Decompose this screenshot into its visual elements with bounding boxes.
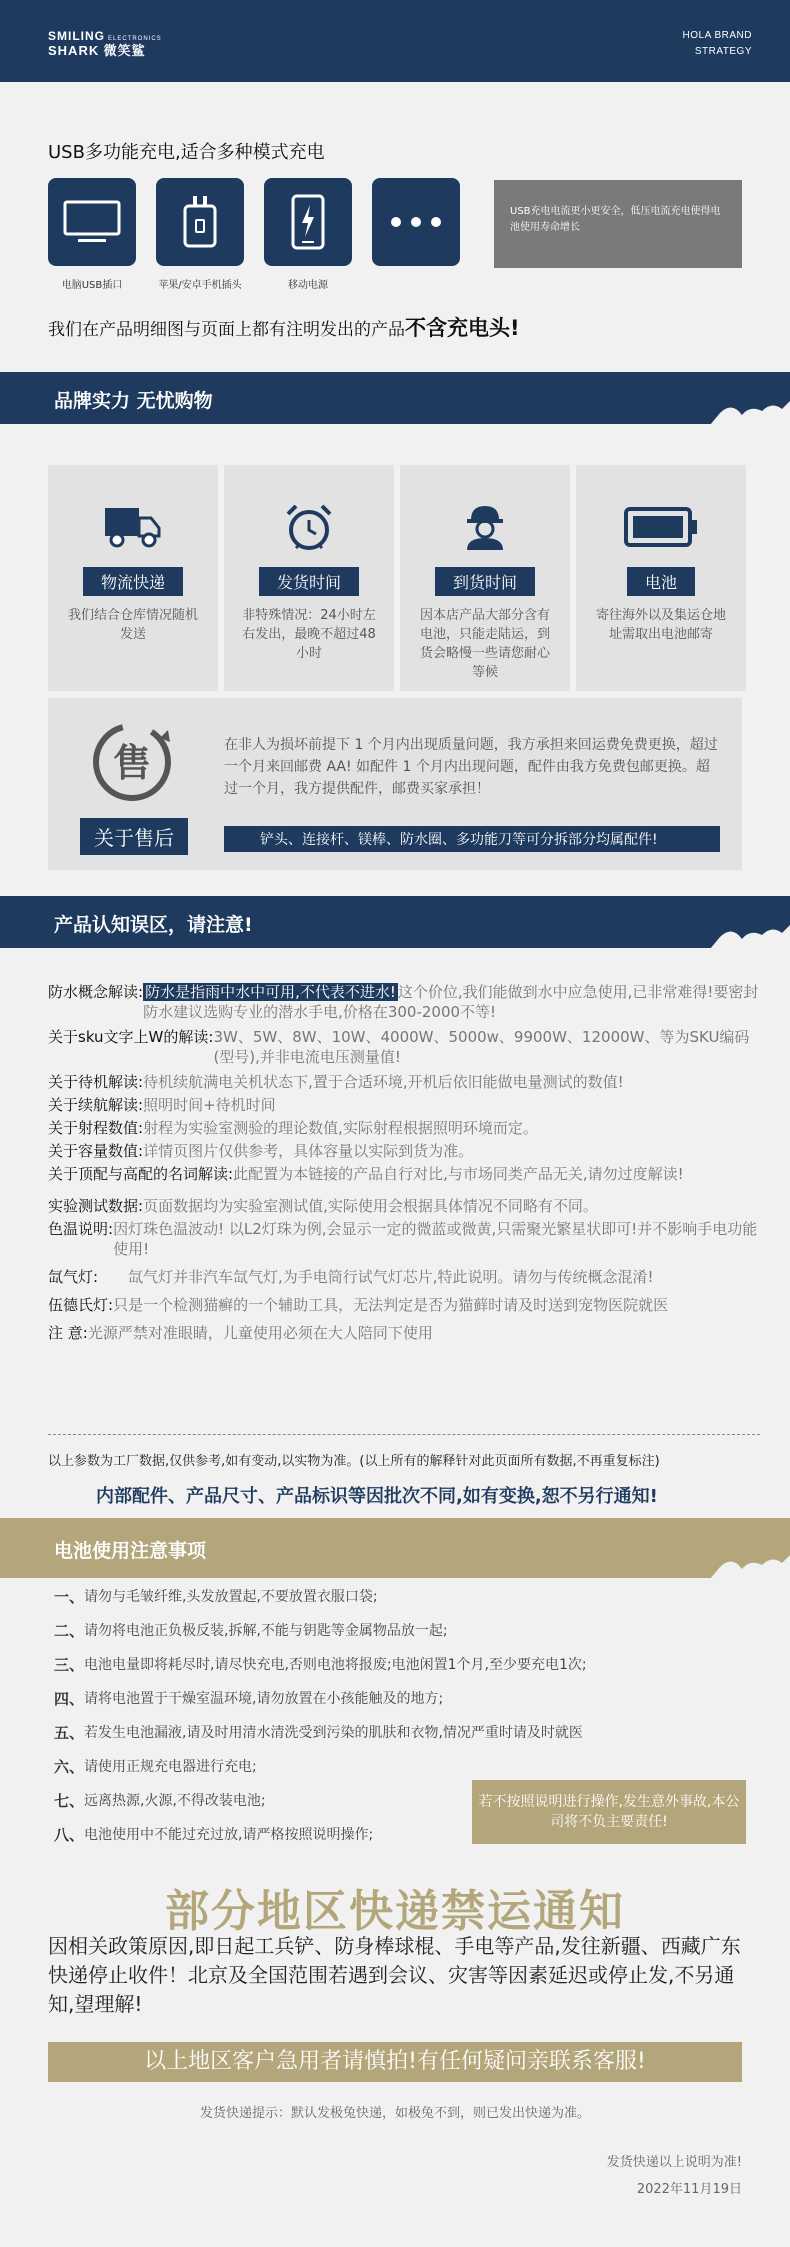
after-sale-tag: 关于售后 (80, 818, 188, 855)
battery-item (54, 1648, 587, 1682)
misconception-row (48, 1219, 760, 1259)
misconception-row (48, 1072, 760, 1092)
item-text: 请勿与毛皱纤维,头发放置起,不要放置衣服口袋; (84, 1589, 378, 1605)
shipping-tip: 发货快递提示：默认发极兔快递，如极兔不到，则已发出快递为准。 (199, 2106, 590, 2121)
item-text: 电池使用中不能过充过放,请严格按照说明操作; (84, 1827, 374, 1843)
usb-title: USB多功能充电,适合多种模式充电 (48, 142, 325, 163)
row-value: 只是一个检测猫癣的一个辅助工具，无法判定是否为猫藓时请及时送到宠物医院就医 (113, 1296, 669, 1314)
service-card (48, 465, 218, 691)
monitor-icon (48, 178, 136, 266)
service-card (576, 465, 746, 691)
misconception-row (48, 1141, 760, 1161)
card-text: 我们结合仓库情况随机发送 (67, 608, 198, 642)
row-key: 关于sku文字上W的解读: (48, 1028, 214, 1046)
misconception-row (48, 1095, 760, 1115)
card-tag: 物流快递 (83, 567, 183, 596)
misconception-row (48, 1267, 760, 1287)
misconception-row (48, 1196, 760, 1216)
power-bank-icon (264, 178, 352, 266)
row-value: 此配置为本链接的产品自行对比,与市场同类产品无关,请勿过度解读! (233, 1165, 684, 1183)
row-value: 氙气灯并非汽车氙气灯,为手电筒行试气灯芯片,特此说明。请勿与传统概念混淆! (128, 1268, 654, 1286)
battery-item (54, 1682, 587, 1716)
accessories-strip: 铲头、连接杆、镁棒、防水圈、多功能刀等可分拆部分均属配件! (224, 826, 720, 852)
item-num: 五、 (54, 1724, 85, 1742)
row-key: 色温说明: (48, 1220, 114, 1238)
row-key: 注 意: (48, 1324, 88, 1342)
item-num: 七、 (54, 1792, 85, 1810)
brand-line2: STRATEGY (694, 46, 752, 57)
service-card (224, 465, 394, 691)
truck-icon (48, 501, 218, 553)
brand-section-title: 品牌实力 无忧购物 (54, 390, 213, 412)
battery-item (54, 1716, 587, 1750)
item-num: 八、 (54, 1826, 85, 1844)
seal-char: 售 (112, 741, 152, 785)
row-key: 关于续航解读: (48, 1096, 144, 1114)
item-text: 远离热源,火源,不得改装电池; (84, 1793, 266, 1809)
alarm-clock-icon (224, 501, 394, 553)
card-text: 寄往海外以及集运仓地址需取出电池邮寄 (595, 608, 726, 642)
after-sale-box (48, 698, 742, 870)
row-value: 这个价位,我们能做到水中应急使用,已非常难得!要密封防水建议选购专业的潜水手电,价格在300-2000不等! (143, 983, 759, 1021)
row-key: 防水概念解读: (48, 983, 144, 1001)
misconception-row (48, 1295, 760, 1315)
battery-section-header (0, 1518, 790, 1578)
card-tag: 发货时间 (259, 567, 359, 596)
item-text: 若发生电池漏液,请及时用清水清洗受到污染的肌肤和衣物,情况严重时请及时就医 (84, 1725, 583, 1741)
logo-line1: SMILING (48, 29, 105, 43)
usb-item (372, 178, 460, 291)
service-cards (48, 465, 746, 691)
waterproof-highlight: 防水是指雨中水中可用,不代表不进水! (145, 983, 396, 1001)
card-text: 因本店产品大部分含有电池，只能走陆运，到货会略慢一些请您耐心等候 (419, 608, 550, 680)
service-card (400, 465, 570, 691)
logo-line1-small: ELECTRONICS (108, 36, 162, 42)
usb-item-label: 苹果/安卓手机插头 (158, 280, 242, 291)
usb-item (48, 178, 136, 291)
row-value: 照明时间+待机时间 (143, 1096, 276, 1114)
wave-icon (710, 1551, 790, 1579)
row-key: 伍德氏灯: (48, 1296, 114, 1314)
wave-icon (710, 921, 790, 949)
row-key: 关于容量数值: (48, 1142, 144, 1160)
courier-icon (400, 501, 570, 553)
wave-icon (710, 397, 790, 425)
signature-date: 2022年11月19日 (636, 2182, 742, 2197)
no-charger-bold: 不含充电头! (405, 316, 520, 340)
misconception-row (48, 1323, 760, 1343)
item-text: 请勿将电池正负极反装,拆解,不能与钥匙等金属物品放一起; (84, 1623, 448, 1639)
factory-data-note: 以上参数为工厂数据,仅供参考,如有变动,以实物为准。(以上所有的解释针对此页面所有数据,不再重复标注) (48, 1454, 660, 1469)
brand-line1: HOLA BRAND (682, 30, 752, 41)
battery-icon (576, 501, 746, 553)
battery-item (54, 1580, 587, 1614)
item-num: 三、 (54, 1656, 85, 1674)
brand-logo (48, 30, 162, 57)
usb-item (156, 178, 244, 291)
card-tag: 到货时间 (435, 567, 535, 596)
row-key: 氙气灯: (48, 1268, 99, 1286)
batch-change-note: 内部配件、产品尺寸、产品标识等因批次不同,如有变换,恕不另行通知! (96, 1486, 658, 1507)
shipping-body: 因相关政策原因,即日起工兵铲、防身棒球棍、手电等产品,发往新疆、西藏广东快递停止收件！北京及全国范围若遇到会议、灾害等因素延迟或停止发,不另通知,望理解! (48, 1934, 741, 2016)
usb-item-label: 移动电源 (288, 280, 328, 291)
item-num: 二、 (54, 1622, 85, 1640)
brand-strategy (683, 28, 752, 60)
top-banner (0, 0, 790, 82)
no-charger-prefix: 我们在产品明细图与页面上都有注明发出的产品 (48, 320, 405, 340)
misconception-row (48, 982, 760, 1022)
row-value: 页面数据均为实验室测试值,实际使用会根据具体情况不同略有不同。 (143, 1197, 598, 1215)
more-icon (372, 178, 460, 266)
shipping-title: 部分地区快递禁运通知 (165, 1886, 625, 1937)
item-num: 六、 (54, 1758, 85, 1776)
item-num: 一、 (54, 1588, 85, 1606)
misconception-row (48, 1164, 760, 1184)
liability-warning: 若不按照说明进行操作,发生意外事故,本公司将不负主要责任! (472, 1780, 746, 1844)
usb-icon-row (48, 178, 460, 291)
after-sale-seal-icon (90, 720, 174, 808)
no-charger-notice (48, 312, 520, 342)
row-value: 待机续航满电关机状态下,置于合适环境,开机后依旧能做电量测试的数值! (143, 1073, 624, 1091)
row-value: 光源严禁对准眼睛，儿童使用必须在大人陪同下使用 (87, 1324, 433, 1342)
usb-safety-note: USB充电电流更小更安全，低压电流充电使得电池使用寿命增长 (494, 180, 742, 268)
row-value: 详情页图片仅供参考，具体容量以实际到货为准。 (143, 1142, 474, 1160)
signature-line: 发货快递以上说明为准! (606, 2155, 742, 2170)
misconception-section-header (0, 896, 790, 948)
card-text: 非特殊情况：24小时左右发出，最晚不超过48小时 (242, 608, 376, 661)
row-key: 关于射程数值: (48, 1119, 144, 1137)
usb-item (264, 178, 352, 291)
card-tag: 电池 (627, 567, 695, 596)
dashed-divider (48, 1434, 760, 1435)
item-text: 电池电量即将耗尽时,请尽快充电,否则电池将报废;电池闲置1个月,至少要充电1次; (84, 1657, 587, 1673)
row-value: 因灯珠色温波动! 以L2灯珠为例,会显示一定的微蓝或微黄,只需聚光繁星状即可!并不影响手电功能使用! (113, 1220, 758, 1258)
brand-section-header (0, 372, 790, 424)
misconception-row (48, 1118, 760, 1138)
item-num: 四、 (54, 1690, 85, 1708)
item-text: 请将电池置于干燥室温环境,请勿放置在小孩能触及的地方; (84, 1691, 444, 1707)
row-value: 射程为实验室测验的理论数值,实际射程根据照明环境而定。 (143, 1119, 538, 1137)
misconception-row (48, 1027, 760, 1067)
row-value: 3W、5W、8W、10W、4000W、5000w、9900W、12000W、等为SKU编码(型号),并非电流电压测量值! (213, 1028, 750, 1066)
usb-item-label: 电脑USB插口 (61, 280, 123, 291)
battery-section-title: 电池使用注意事项 (54, 1540, 207, 1562)
shipping-caution-bar: 以上地区客户急用者请慎拍!有任何疑问亲联系客服! (48, 2042, 742, 2082)
misconception-list (48, 982, 760, 1346)
row-key: 实验测试数据: (48, 1197, 144, 1215)
item-text: 请使用正规充电器进行充电; (84, 1759, 257, 1775)
logo-line2: SHARK (48, 43, 100, 58)
misconception-title: 产品认知误区，请注意! (54, 914, 253, 936)
after-sale-text: 在非人为损坏前提下 1 个月内出现质量问题，我方承担来回运费免费更换，超过一个月来回邮费 AA! 如配件 1 个月内出现问题，配件由我方免费包邮更换。超过一个月，我方提供配件，邮费买家承担！ (224, 737, 718, 797)
battery-item (54, 1614, 587, 1648)
row-key: 关于待机解读: (48, 1073, 144, 1091)
battery-item (54, 1750, 587, 1784)
phone-charger-icon (156, 178, 244, 266)
logo-cn: 微笑鲨 (103, 43, 146, 58)
row-key: 关于顶配与高配的名词解读: (48, 1165, 234, 1183)
